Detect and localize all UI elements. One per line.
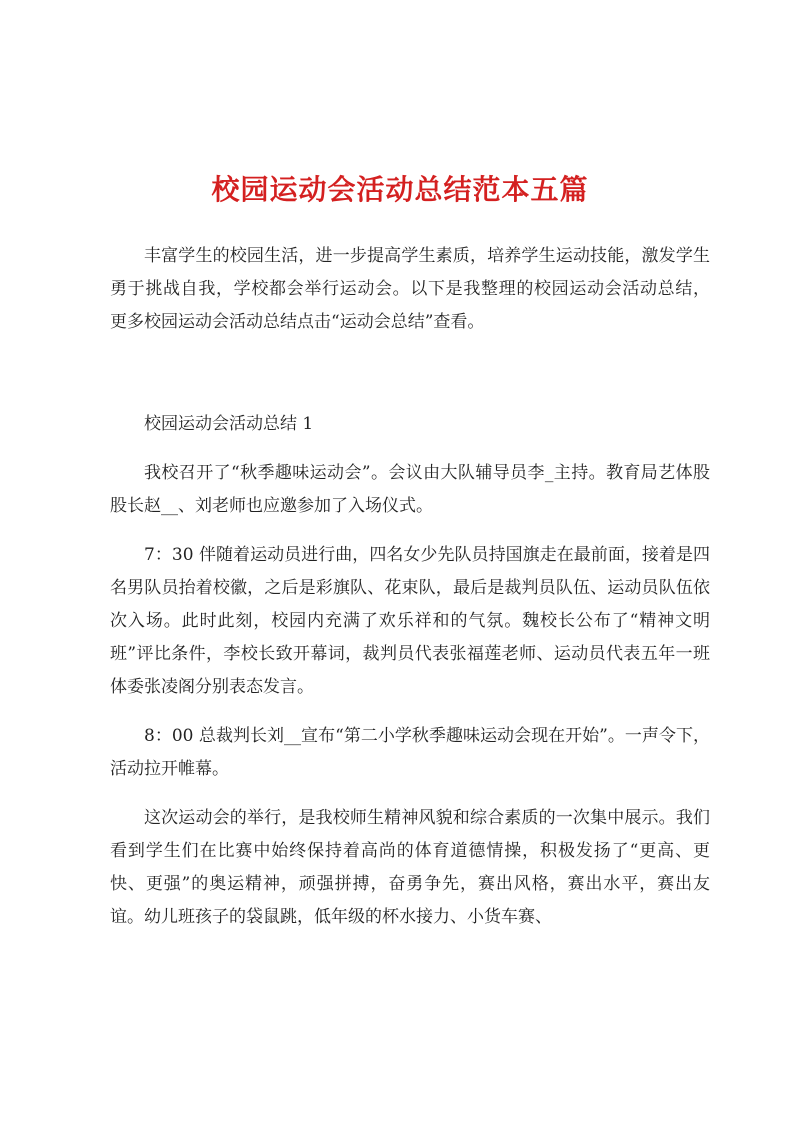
paragraph: 这次运动会的举行，是我校师生精神风貌和综合素质的一次集中展示。我们看到学生们在比赛中始终保持着高尚的体育道德情操，积极发扬了“更高、更快、更强”的奥运精神，顽强拼搏，奋勇争先，赛出风格，赛出水平，赛出友谊。幼儿班孩子的袋鼠跳，低年级的杯水接力、小货车赛、	[110, 808, 710, 927]
paragraph: 7：30 伴随着运动员进行曲，四名女少先队员持国旗走在最前面，接着是四名男队员抬着校徽，之后是彩旗队、花束队，最后是裁判员队伍、运动员队伍依次入场。此时此刻，校园内充满了欢乐祥和的气氛。魏校长公布了“精神文明班”评比条件，李校长致开幕词，裁判员代表张福莲老师、运动员代表五年一班体委张凌阁分别表态发言。	[110, 545, 710, 697]
section-heading: 校园运动会活动总结 1	[144, 414, 314, 434]
intro-paragraph: 丰富学生的校园生活，进一步提高学生素质，培养学生运动技能，激发学生勇于挑战自我，学校都会举行运动会。以下是我整理的校园运动会活动总结， 更多校园运动会活动总结点击“运动会总结”查看。	[110, 246, 710, 332]
page-title: 校园运动会活动总结范本五篇	[211, 173, 589, 206]
paragraph: 我校召开了“秋季趣味运动会”。会议由大队辅导员李_主持。教育局艺体股股长赵__、刘老师也应邀参加了入场仪式。	[110, 463, 710, 516]
intro-block	[110, 240, 710, 355]
section-1	[110, 408, 710, 950]
paragraph: 8：00 总裁判长刘__宣布“第二小学秋季趣味运动会现在开始”。一声令下，活动拉开帷幕。	[110, 726, 710, 779]
